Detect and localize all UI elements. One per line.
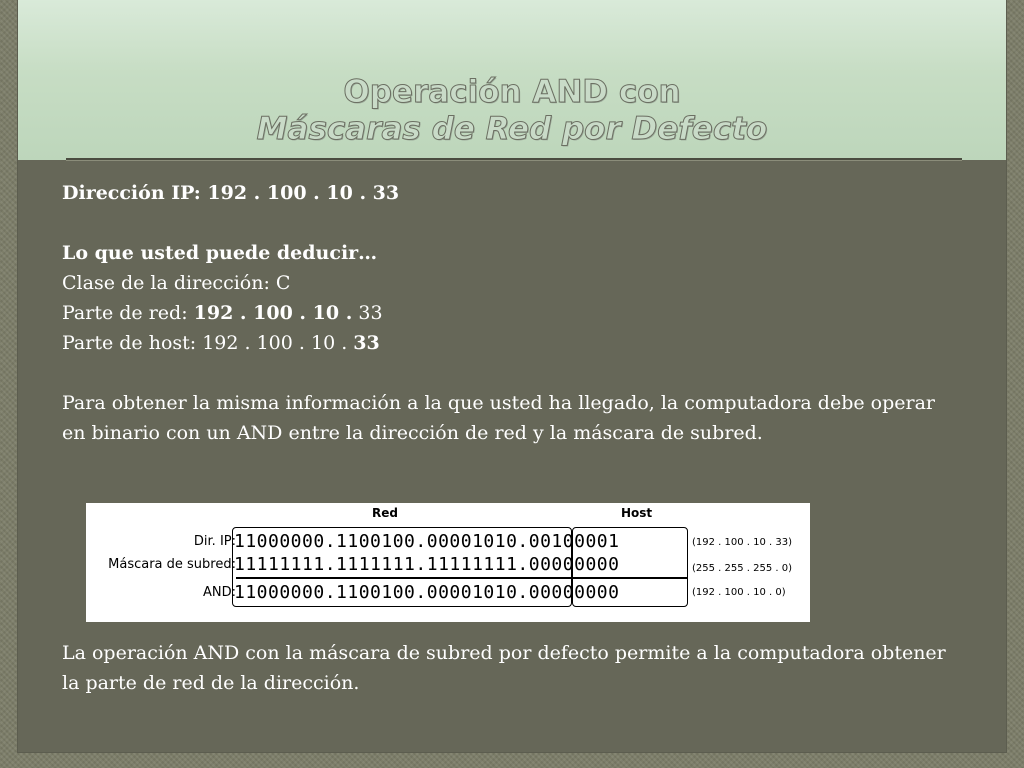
ip-value: 192 . 100 . 10 . 33 <box>207 182 400 204</box>
network-part-line <box>62 298 962 328</box>
bits-and: 11000000.1100100.00001010.00000000 <box>234 582 620 603</box>
network-part-label: Parte de red: <box>62 302 194 324</box>
row-label-and: AND: <box>202 585 236 600</box>
row-label-ip: Dir. IP: <box>193 534 236 549</box>
decimal-mask: (255 . 255 . 255 . 0) <box>692 563 793 574</box>
title-divider <box>66 158 962 161</box>
conclusion-paragraph: La operación AND con la máscara de subred por defecto permite a la computadora obtener la parte de red de la dirección. <box>62 642 946 694</box>
figure-header-red: Red <box>372 506 398 520</box>
decimal-and: (192 . 100 . 10 . 0) <box>692 587 786 598</box>
decimal-ip: (192 . 100 . 10 . 33) <box>692 537 793 548</box>
and-underline <box>236 577 688 579</box>
bits-ip: 11000000.1100100.00001010.00100001 <box>234 531 620 552</box>
and-operation-figure <box>86 503 810 622</box>
slide-body <box>62 178 962 448</box>
title-line-2: Máscaras de Red por Defecto <box>256 111 768 147</box>
explanation-paragraph: Para obtener la misma información a la que usted ha llegado, la computadora debe operar en binario con un AND entre la dirección de red y la máscara de subred. <box>62 392 935 444</box>
title-banner <box>18 0 1006 160</box>
figure-header-host: Host <box>621 506 653 520</box>
ip-address-line <box>62 178 962 208</box>
network-part-rest: 33 <box>352 302 383 324</box>
deduce-heading: Lo que usted puede deducir… <box>62 242 378 264</box>
host-part-bold: 33 <box>353 332 380 354</box>
row-label-mask: Máscara de subred: <box>108 557 236 572</box>
conclusion-block <box>62 638 962 698</box>
ip-label: Dirección IP: <box>62 182 208 204</box>
network-part-bold: 192 . 100 . 10 . <box>193 302 353 324</box>
bits-mask: 11111111.1111111.11111111.00000000 <box>234 554 620 575</box>
title-line-1: Operación AND con <box>343 74 681 110</box>
slide-title <box>18 74 1006 148</box>
host-part-label: Parte de host: 192 . 100 . 10 . <box>62 332 354 354</box>
class-line: Clase de la dirección: C <box>62 272 291 294</box>
slide <box>18 0 1006 752</box>
host-part-line <box>62 328 962 358</box>
